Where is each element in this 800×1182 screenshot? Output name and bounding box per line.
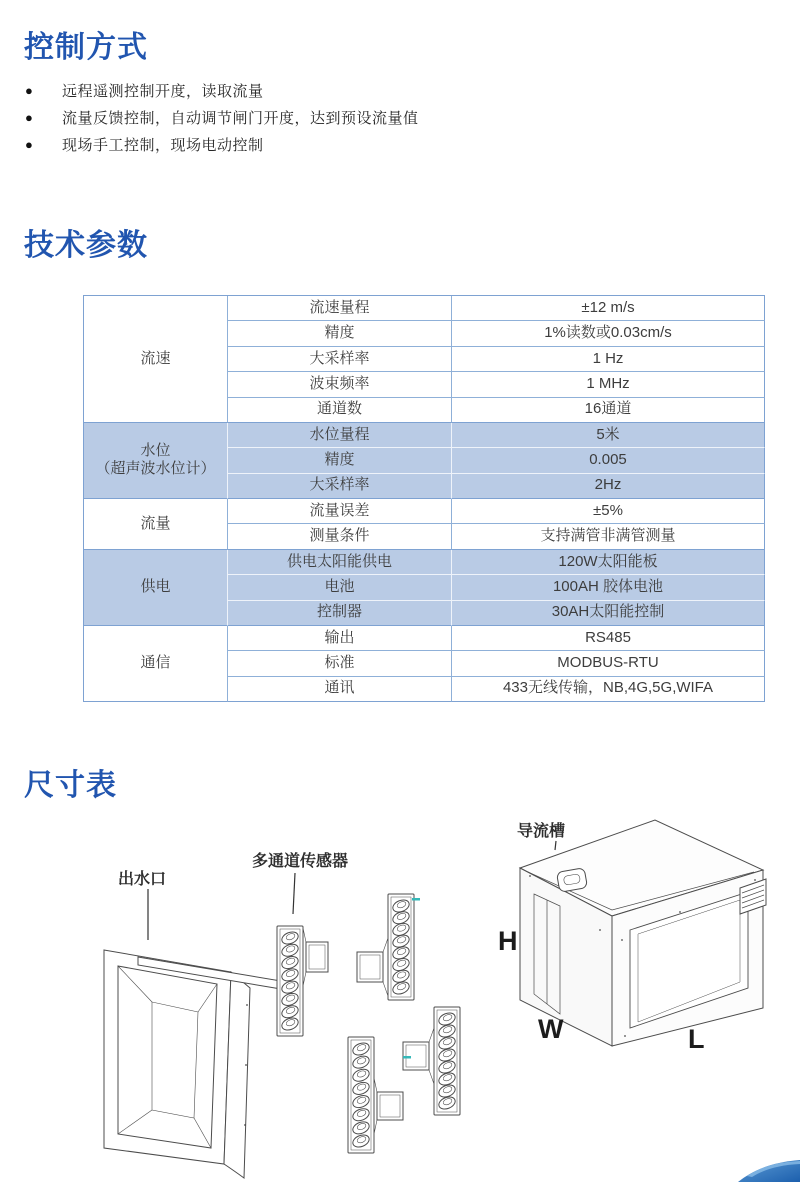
table-value-cell: 100AH 胶体电池 xyxy=(452,575,765,600)
table-value-cell: 1%读数或0.03cm/s xyxy=(452,321,765,346)
bullet-item xyxy=(25,77,765,104)
table-param-cell: 流量误差 xyxy=(228,499,452,524)
sensor-plate xyxy=(403,1007,460,1115)
teal-mark xyxy=(403,1056,411,1059)
table-value-cell: 30AH太阳能控制 xyxy=(452,601,765,626)
dim-l-label: L xyxy=(688,1024,705,1054)
table-group-cell: 流量 xyxy=(84,499,228,550)
table-param-cell: 测量条件 xyxy=(228,524,452,549)
sensor-leader-line xyxy=(293,873,295,914)
bullet-text: 现场手工控制，现场电动控制 xyxy=(62,137,264,154)
bullet-text: 流量反馈控制，自动调节闸门开度，达到预设流量值 xyxy=(62,110,419,127)
bullet-text: 远程遥测控制开度，读取流量 xyxy=(62,83,264,100)
table-param-cell: 通讯 xyxy=(228,677,452,702)
table-param-cell: 大采样率 xyxy=(228,347,452,372)
table-value-cell: ±5% xyxy=(452,499,765,524)
spec-table xyxy=(83,295,765,702)
section-title-tech: 技术参数 xyxy=(24,229,148,262)
table-param-cell: 控制器 xyxy=(228,601,452,626)
bullet-item xyxy=(25,104,765,131)
table-group-cell: 流速 xyxy=(84,296,228,423)
table-value-cell: 1 MHz xyxy=(452,372,765,397)
lifting-handle xyxy=(556,868,587,893)
table-value-cell: 16通道 xyxy=(452,398,765,423)
table-param-cell: 标准 xyxy=(228,651,452,676)
table-param-cell: 电池 xyxy=(228,575,452,600)
table-value-cell: 5米 xyxy=(452,423,765,448)
channel-label: 导流槽 xyxy=(517,823,566,840)
table-value-cell: 433无线传输，NB,4G,5G,WIFA xyxy=(452,677,765,702)
teal-mark xyxy=(412,898,420,901)
sensor-label: 多通道传感器 xyxy=(252,853,349,870)
table-row xyxy=(84,550,765,575)
table-row xyxy=(84,626,765,651)
table-group-cell: 通信 xyxy=(84,626,228,702)
spec-table-body xyxy=(84,296,765,702)
table-param-cell: 供电太阳能供电 xyxy=(228,550,452,575)
dimension-diagram xyxy=(0,805,800,1182)
dim-h-label: H xyxy=(498,926,518,956)
table-group-cell: 供电 xyxy=(84,550,228,626)
section-title-dims: 尺寸表 xyxy=(24,769,117,802)
sensor-plates-group xyxy=(277,894,460,1153)
table-row xyxy=(84,499,765,524)
table-param-cell: 大采样率 xyxy=(228,474,452,499)
table-param-cell: 通道数 xyxy=(228,398,452,423)
table-param-cell: 流速量程 xyxy=(228,296,452,321)
bullet-dot-icon: ● xyxy=(25,137,33,152)
table-param-cell: 波束频率 xyxy=(228,372,452,397)
channel-box-drawing xyxy=(520,820,766,1046)
table-group-cell: 水位 （超声波水位计） xyxy=(84,423,228,499)
sensor-plate xyxy=(348,1037,403,1153)
channel-leader-line xyxy=(555,841,556,850)
table-row xyxy=(84,296,765,321)
table-value-cell: MODBUS-RTU xyxy=(452,651,765,676)
bullet-dot-icon: ● xyxy=(25,110,33,125)
table-value-cell: ±12 m/s xyxy=(452,296,765,321)
table-value-cell: 1 Hz xyxy=(452,347,765,372)
dim-w-label: W xyxy=(538,1014,564,1044)
table-param-cell: 水位量程 xyxy=(228,423,452,448)
table-value-cell: RS485 xyxy=(452,626,765,651)
outlet-label: 出水口 xyxy=(118,871,167,888)
table-value-cell: 支持满管非满管测量 xyxy=(452,524,765,549)
table-row xyxy=(84,423,765,448)
section-title-control: 控制方式 xyxy=(24,31,148,64)
control-bullet-list xyxy=(25,77,765,158)
sensor-plate xyxy=(357,894,420,1000)
table-value-cell: 2Hz xyxy=(452,474,765,499)
outlet-duct-drawing xyxy=(104,950,293,1178)
table-value-cell: 0.005 xyxy=(452,448,765,473)
sensor-plate xyxy=(277,926,328,1036)
bullet-item xyxy=(25,131,765,158)
table-param-cell: 精度 xyxy=(228,448,452,473)
table-value-cell: 120W太阳能板 xyxy=(452,550,765,575)
table-param-cell: 输出 xyxy=(228,626,452,651)
bullet-dot-icon: ● xyxy=(25,83,33,98)
table-param-cell: 精度 xyxy=(228,321,452,346)
